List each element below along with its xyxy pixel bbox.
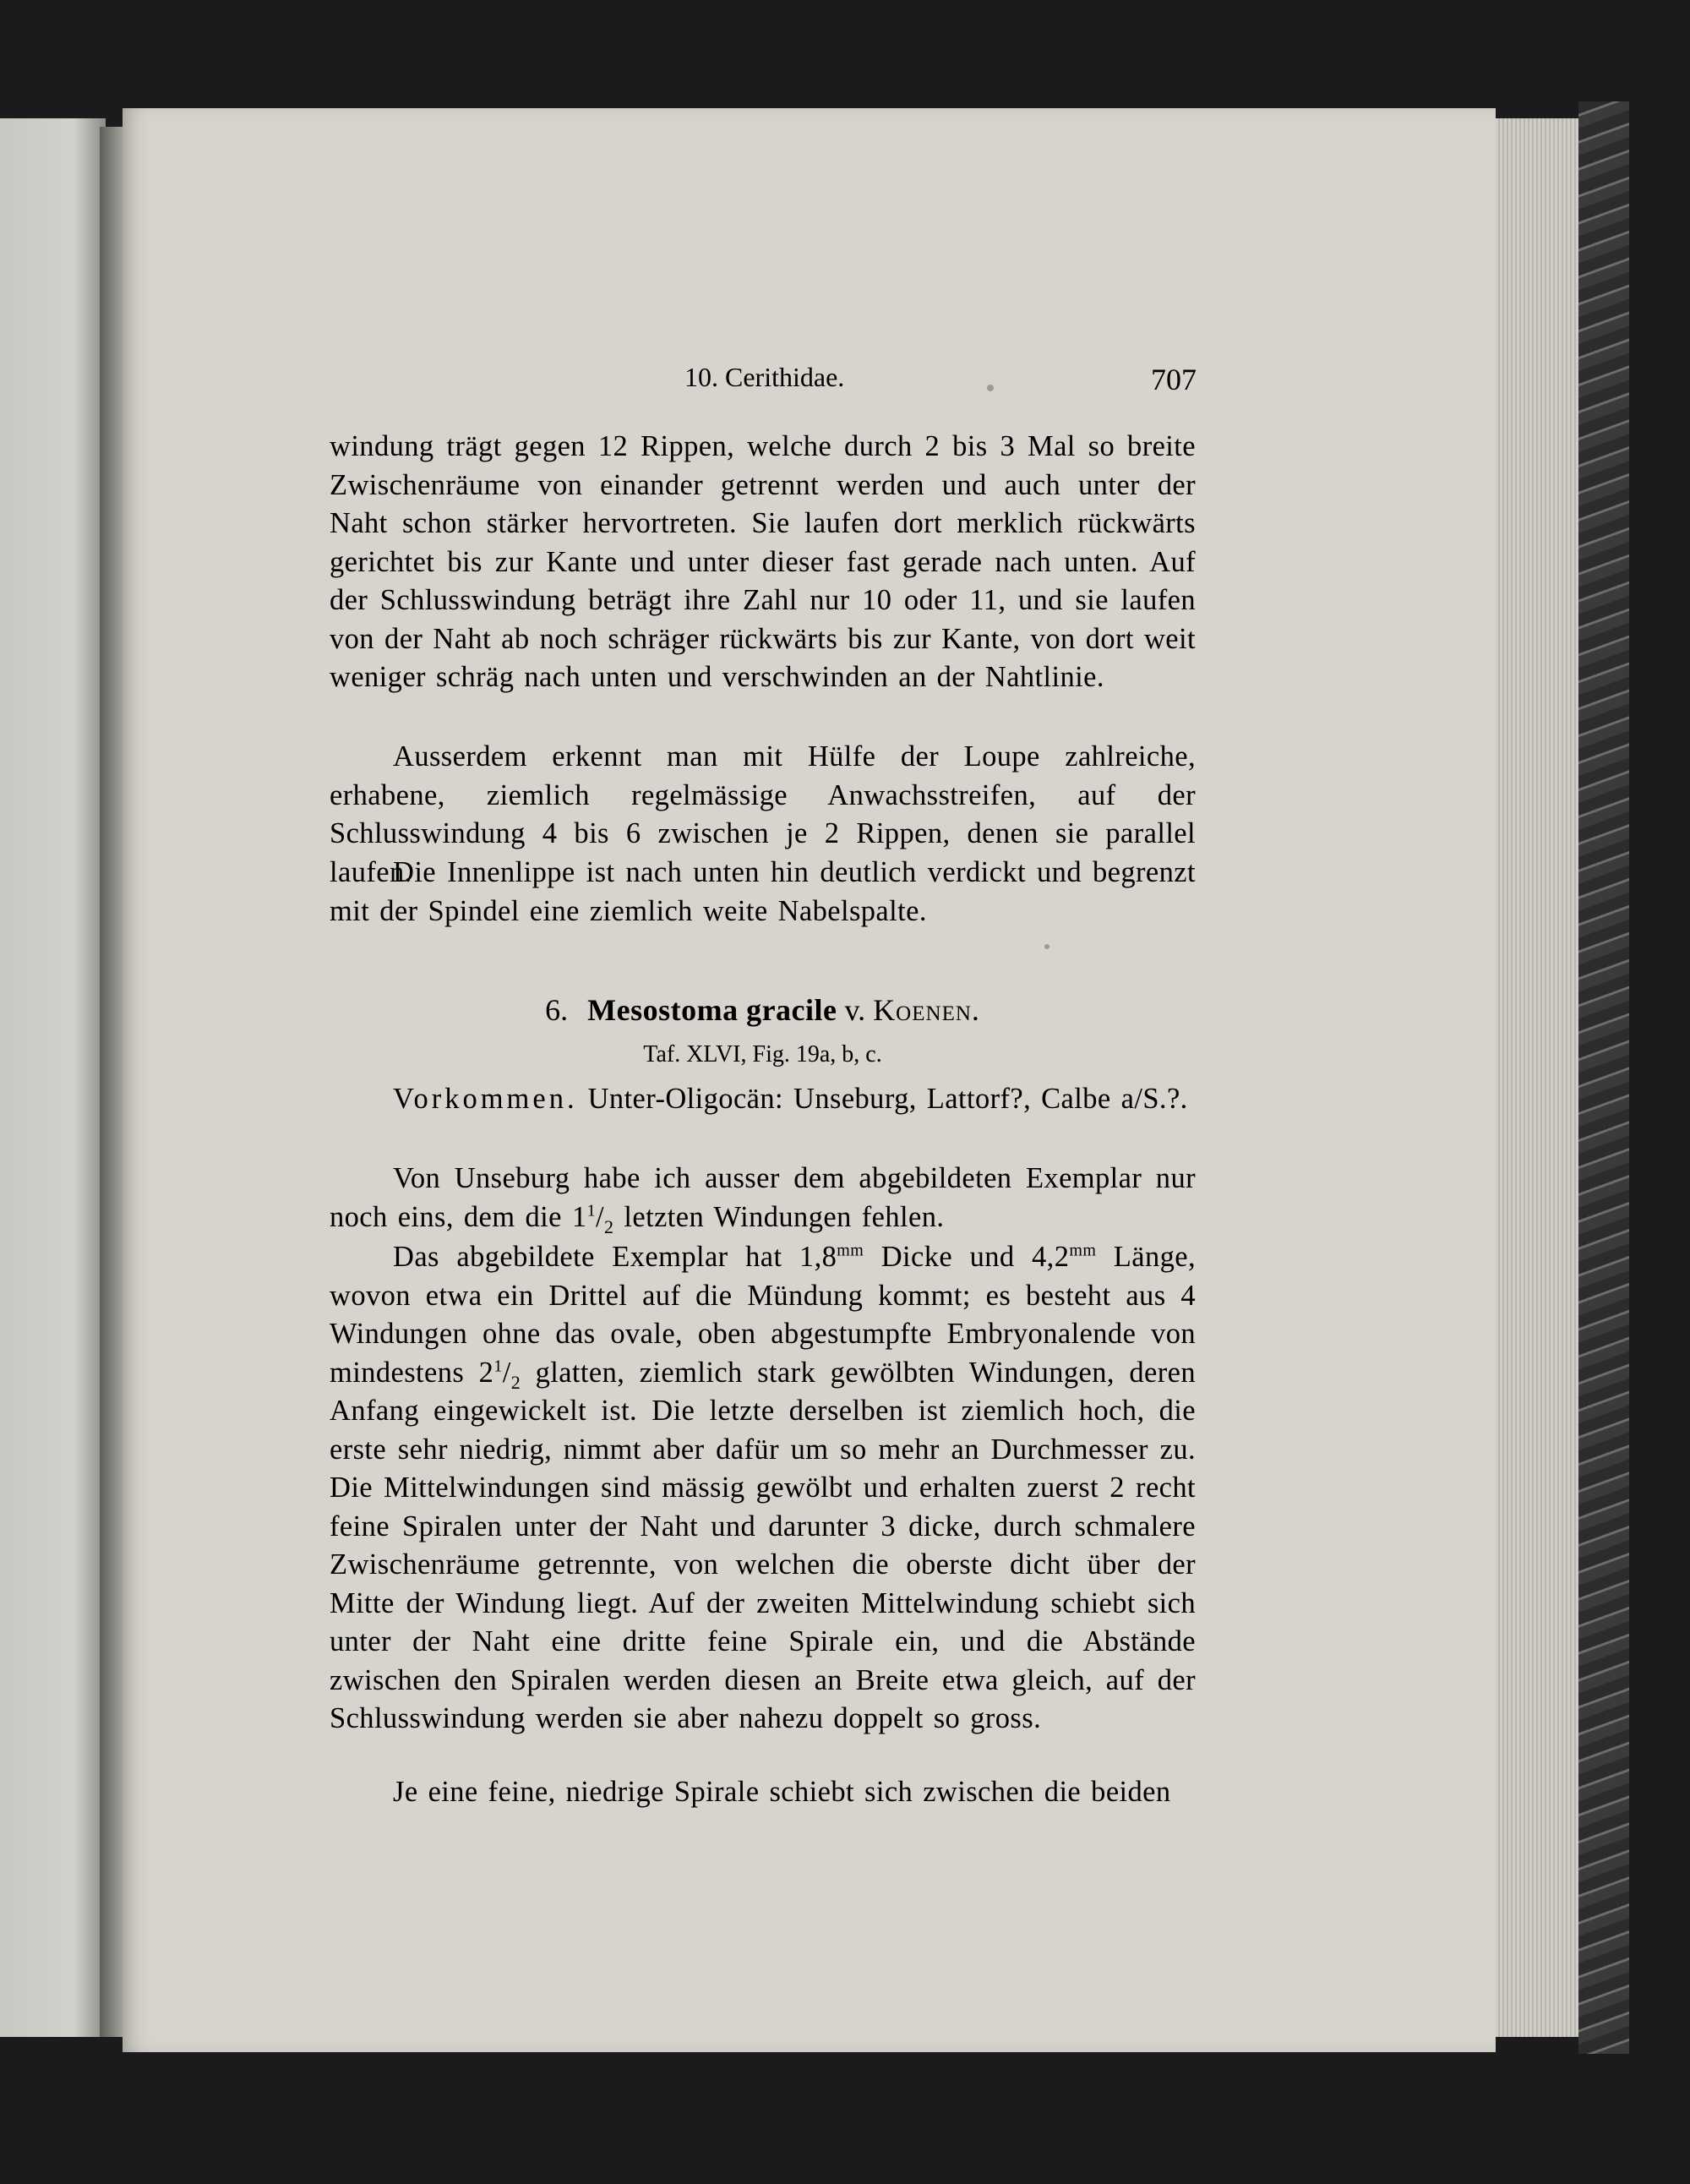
unit-mm: mm [1069,1241,1097,1260]
facing-page-edge [0,118,106,2037]
fraction-denominator: 2 [510,1371,521,1393]
description-text: Länge, wovon etwa ein Drittel auf die Mündung kommt; es besteht aus 4 Windungen ohne das ovale, oben abgestumpfte Embryonalende von mindestens 2 [330,1241,1197,1389]
species-heading [330,992,1196,1028]
specimens-text: Von Unseburg habe ich ausser dem abgebildeten Exemplar nur noch eins, dem die 1 [330,1162,1196,1233]
book-cover-edge [1578,101,1629,2054]
paragraph-description: Das abgebildete Exemplar hat $1,8^{mm}$ Dicke und $4,2^{mm}$ Länge, wovon etwa ein Drittel auf die Mündung kommt; es besteht aus 4 Windungen ohne das ovale, oben abgestumpfte Embryonalende von mindestens $2^1/_2$ glatten, ziemlich stark gewölbten Windungen, deren Anfang eingewickelt ist. Die letzte derselben ist ziemlich hoch, die erste sehr niedrig, nimmt aber dafür um so mehr an Durchmesser zu. Die Mittelwindungen sind mässig gewölbt und erhalten zuerst 2 recht feine Spiralen unter der Naht und darunter 3 dicke, durch schmalere Zwischenräume getrennte, von welchen die oberste dicht über der Mitte der Windung liegt. Auf der zweiten Mittelwindung schiebt sich unter der Naht eine dritte feine Spirale ein, und die Abstände zwischen den Spiralen werden diesen an Breite etwa gleich, auf der Schlusswindung werden sie aber nahezu doppelt so gross. [330,1241,1197,1734]
section-title: 10. Cerithidae. [684,362,845,392]
unit-mm: mm [837,1241,864,1260]
species-author: Koenen. [873,993,980,1027]
page-number: 707 [1151,363,1197,396]
paragraph-continued: windung trägt gegen 12 Rippen, welche durch 2 bis 3 Mal so breite Zwischenräume von einander getrennt werden und auch unter der Naht schon stärker hervortreten. Sie laufen dort merklich rückwärts gerichtet bis zur Kante und unter dieser fast gerade nach unten. Auf der Schlusswindung beträgt ihre Zahl nur 10 oder 11, und sie laufen von der Naht ab noch schräger rückwärts bis zur Kante, von dort weit weniger schräg nach unten und verschwinden an der Nahtlinie. [330,430,1196,693]
occurrence-text: Unter-Oligocän: Unseburg, Lattorf?, Calbe a/S.?. [587,1083,1188,1115]
page-stack-edges [1496,118,1580,2037]
description-text: Das abgebildete Exemplar hat 1,8 [393,1241,837,1273]
book-gutter [100,127,125,2037]
fraction-numerator: 1 [493,1357,503,1375]
description-text: glatten, ziemlich stark gewölbten Windungen, deren Anfang eingewickelt ist. Die letzte derselben ist ziemlich hoch, die erste sehr niedrig, nimmt aber dafür um so mehr an Durchmesser zu. Die Mittelwindungen sind mässig gewölbt und erhalten zuerst 2 recht feine Spiralen unter der Naht und darunter 3 dicke, durch schmalere Zwischenräume getrennte, von welchen die oberste dicht über der Mitte der Windung liegt. Auf der zweiten Mittelwindung schiebt sich unter der Naht eine dritte feine Spirale ein, und die Abstände zwischen den Spiralen werden diesen an Breite etwa gleich, auf der Schlusswindung werden sie aber nahezu doppelt so gross. [330,1356,1196,1734]
paragraph-spirals: Je eine feine, niedrige Spirale schiebt sich zwischen die beiden [393,1776,1171,1808]
plate-reference: Taf. XLVI, Fig. 19a, b, c. [643,1041,882,1067]
paragraph-specimens: Von Unseburg habe ich ausser dem abgebildeten Exemplar nur noch eins, dem die $1^1/_2$ letzten Windungen fehlen. [330,1162,1196,1237]
paper-speck [987,385,994,391]
paragraph-occurrence [330,1080,1196,1119]
paragraph-inner-lip: Die Innenlippe ist nach unten hin deutlich verdickt und begrenzt mit der Spindel eine ziemlich weite Nabelspalte. [330,856,1196,927]
author-prefix: v. [844,993,866,1027]
description-text: Dicke und 4,2 [864,1241,1070,1273]
occurrence-label: Vorkommen. [393,1083,578,1115]
paper-speck [1044,944,1049,949]
fraction-denominator: 2 [603,1215,614,1237]
specimens-text-end: letzten Windungen fehlen. [613,1200,945,1233]
fraction-numerator: 1 [586,1201,596,1220]
paragraph-growth-lines: Ausserdem erkennt man mit Hülfe der Loupe zahlreiche, erhabene, ziemlich regelmässige Anwachsstreifen, auf der Schlusswindung 4 bis 6 zwischen je 2 Rippen, denen sie parallel laufen. [330,740,1196,888]
species-number: 6. [545,993,569,1027]
species-name: Mesostoma gracile [587,993,837,1027]
